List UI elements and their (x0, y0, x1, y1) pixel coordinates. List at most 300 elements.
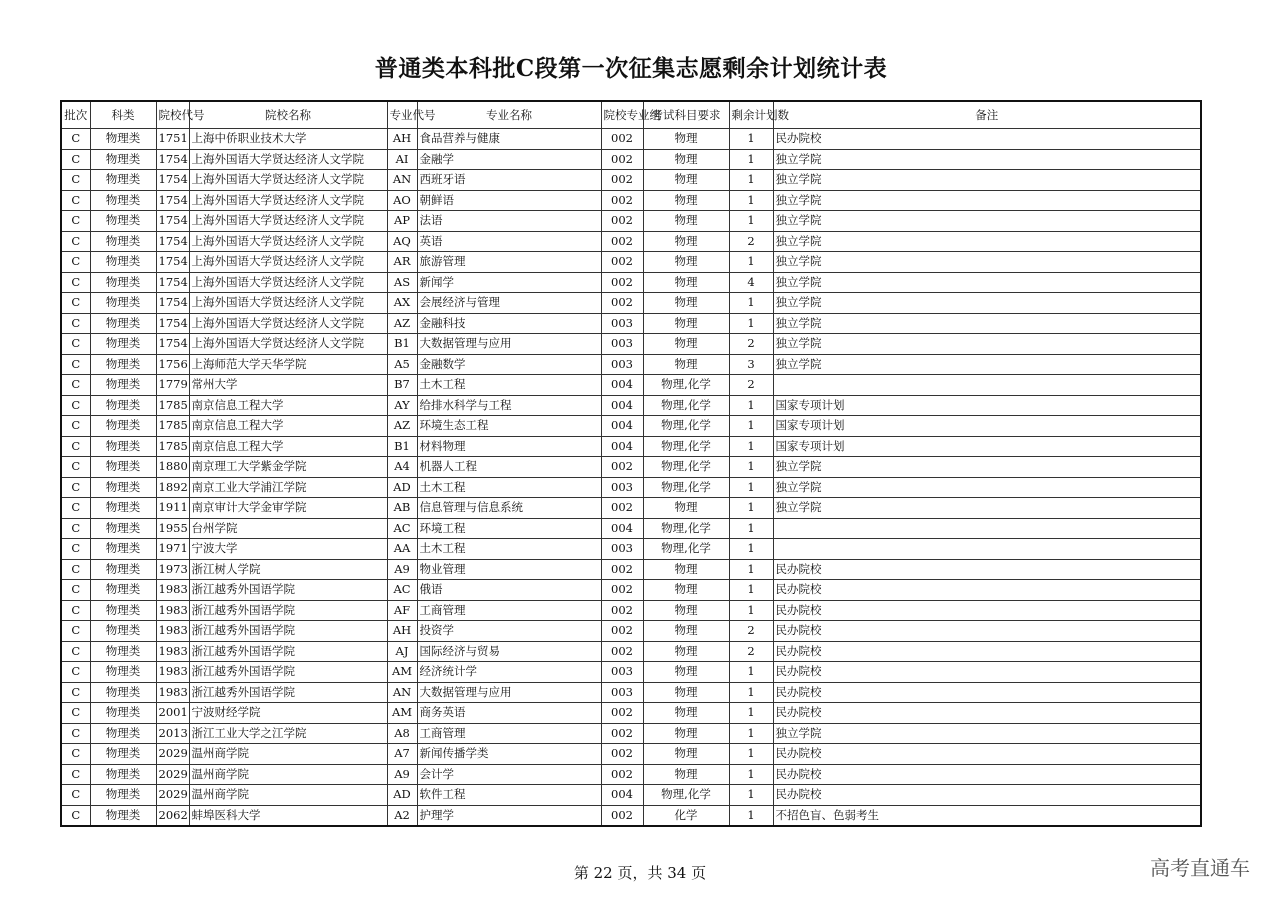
table-row (61, 272, 1201, 293)
cell-remaining: 1 (729, 498, 773, 519)
cell-major-code: B7 (387, 375, 417, 396)
cell-category: 物理类 (90, 641, 156, 662)
cell-school-code: 1785 (156, 436, 189, 457)
cell-batch: C (61, 723, 90, 744)
cell-school-name: 上海外国语大学贤达经济人文学院 (189, 334, 387, 355)
cell-remaining: 1 (729, 211, 773, 232)
cell-remaining: 1 (729, 129, 773, 150)
cell-major-code: AF (387, 600, 417, 621)
cell-major-name: 土木工程 (417, 539, 601, 560)
cell-subjects: 物理 (643, 272, 729, 293)
table-row (61, 662, 1201, 683)
cell-major-code: AR (387, 252, 417, 273)
cell-subjects: 物理 (643, 703, 729, 724)
cell-subjects: 物理 (643, 744, 729, 765)
cell-category: 物理类 (90, 252, 156, 273)
cell-school-code: 2013 (156, 723, 189, 744)
cell-note: 国家专项计划 (773, 416, 1201, 437)
cell-remaining: 4 (729, 272, 773, 293)
cell-group: 003 (601, 313, 643, 334)
cell-batch: C (61, 580, 90, 601)
cell-group: 004 (601, 518, 643, 539)
cell-note: 民办院校 (773, 641, 1201, 662)
header-school-name: 院校名称 (189, 101, 387, 129)
cell-note: 民办院校 (773, 129, 1201, 150)
cell-school-code: 1911 (156, 498, 189, 519)
cell-note (773, 375, 1201, 396)
cell-school-name: 南京信息工程大学 (189, 416, 387, 437)
cell-major-name: 环境工程 (417, 518, 601, 539)
cell-major-name: 西班牙语 (417, 170, 601, 191)
cell-category: 物理类 (90, 621, 156, 642)
table-row (61, 149, 1201, 170)
cell-note: 民办院校 (773, 682, 1201, 703)
cell-note: 独立学院 (773, 477, 1201, 498)
table-row (61, 170, 1201, 191)
cell-school-name: 浙江越秀外国语学院 (189, 621, 387, 642)
cell-group: 004 (601, 375, 643, 396)
cell-major-name: 护理学 (417, 805, 601, 826)
cell-major-name: 会计学 (417, 764, 601, 785)
cell-category: 物理类 (90, 293, 156, 314)
cell-school-code: 2001 (156, 703, 189, 724)
cell-school-code: 2029 (156, 764, 189, 785)
cell-batch: C (61, 682, 90, 703)
cell-subjects: 物理 (643, 621, 729, 642)
cell-note (773, 539, 1201, 560)
cell-school-name: 上海外国语大学贤达经济人文学院 (189, 293, 387, 314)
cell-category: 物理类 (90, 518, 156, 539)
cell-school-code: 1751 (156, 129, 189, 150)
table-row (61, 539, 1201, 560)
cell-remaining: 1 (729, 313, 773, 334)
cell-subjects: 物理,化学 (643, 457, 729, 478)
cell-major-name: 俄语 (417, 580, 601, 601)
cell-major-name: 朝鲜语 (417, 190, 601, 211)
cell-remaining: 1 (729, 744, 773, 765)
cell-major-name: 软件工程 (417, 785, 601, 806)
cell-major-name: 工商管理 (417, 600, 601, 621)
cell-group: 003 (601, 539, 643, 560)
cell-note: 独立学院 (773, 723, 1201, 744)
cell-subjects: 物理 (643, 293, 729, 314)
cell-major-name: 环境生态工程 (417, 416, 601, 437)
cell-remaining: 1 (729, 170, 773, 191)
cell-category: 物理类 (90, 354, 156, 375)
table-row (61, 129, 1201, 150)
cell-category: 物理类 (90, 559, 156, 580)
cell-school-name: 浙江越秀外国语学院 (189, 682, 387, 703)
cell-subjects: 物理 (643, 170, 729, 191)
cell-batch: C (61, 764, 90, 785)
cell-remaining: 3 (729, 354, 773, 375)
cell-category: 物理类 (90, 416, 156, 437)
cell-school-code: 1955 (156, 518, 189, 539)
cell-batch: C (61, 334, 90, 355)
cell-group: 002 (601, 621, 643, 642)
cell-school-name: 南京工业大学浦江学院 (189, 477, 387, 498)
cell-school-code: 1754 (156, 190, 189, 211)
cell-subjects: 物理 (643, 313, 729, 334)
cell-batch: C (61, 272, 90, 293)
watermark: 高考直通车 (1150, 856, 1250, 880)
cell-batch: C (61, 231, 90, 252)
cell-major-code: AX (387, 293, 417, 314)
cell-major-name: 会展经济与管理 (417, 293, 601, 314)
cell-category: 物理类 (90, 498, 156, 519)
cell-group: 004 (601, 395, 643, 416)
cell-remaining: 1 (729, 723, 773, 744)
cell-school-name: 宁波财经学院 (189, 703, 387, 724)
cell-major-code: AY (387, 395, 417, 416)
cell-remaining: 2 (729, 334, 773, 355)
cell-batch: C (61, 375, 90, 396)
cell-subjects: 物理,化学 (643, 436, 729, 457)
header-note: 备注 (773, 101, 1201, 129)
cell-batch: C (61, 641, 90, 662)
cell-batch: C (61, 354, 90, 375)
cell-school-name: 温州商学院 (189, 785, 387, 806)
cell-school-name: 南京信息工程大学 (189, 436, 387, 457)
cell-major-name: 土木工程 (417, 477, 601, 498)
cell-group: 003 (601, 334, 643, 355)
cell-subjects: 物理,化学 (643, 416, 729, 437)
table-row (61, 416, 1201, 437)
cell-subjects: 物理,化学 (643, 375, 729, 396)
cell-group: 002 (601, 170, 643, 191)
cell-subjects: 物理 (643, 764, 729, 785)
cell-category: 物理类 (90, 375, 156, 396)
cell-note: 国家专项计划 (773, 436, 1201, 457)
cell-remaining: 1 (729, 805, 773, 826)
cell-remaining: 1 (729, 662, 773, 683)
cell-school-code: 1880 (156, 457, 189, 478)
table-row (61, 785, 1201, 806)
cell-batch: C (61, 662, 90, 683)
cell-batch: C (61, 416, 90, 437)
cell-remaining: 1 (729, 580, 773, 601)
cell-category: 物理类 (90, 805, 156, 826)
cell-batch: C (61, 539, 90, 560)
cell-school-name: 上海外国语大学贤达经济人文学院 (189, 211, 387, 232)
cell-major-name: 工商管理 (417, 723, 601, 744)
cell-school-code: 1983 (156, 641, 189, 662)
cell-major-code: AN (387, 682, 417, 703)
cell-major-code: AZ (387, 416, 417, 437)
cell-school-code: 1754 (156, 313, 189, 334)
cell-remaining: 1 (729, 764, 773, 785)
cell-subjects: 物理 (643, 149, 729, 170)
cell-note: 独立学院 (773, 457, 1201, 478)
cell-subjects: 物理,化学 (643, 539, 729, 560)
cell-school-name: 南京信息工程大学 (189, 395, 387, 416)
cell-category: 物理类 (90, 457, 156, 478)
cell-category: 物理类 (90, 211, 156, 232)
cell-category: 物理类 (90, 723, 156, 744)
cell-category: 物理类 (90, 580, 156, 601)
cell-major-code: AH (387, 129, 417, 150)
cell-school-code: 1754 (156, 272, 189, 293)
cell-major-code: AJ (387, 641, 417, 662)
table-header-row (61, 101, 1201, 129)
cell-school-name: 常州大学 (189, 375, 387, 396)
page-number: 第 22 页，共 34 页 (573, 864, 707, 882)
cell-remaining: 1 (729, 395, 773, 416)
cell-major-name: 物业管理 (417, 559, 601, 580)
cell-group: 002 (601, 600, 643, 621)
cell-major-name: 国际经济与贸易 (417, 641, 601, 662)
header-subjects: 考试科目要求 (643, 101, 729, 129)
cell-category: 物理类 (90, 744, 156, 765)
cell-major-code: A9 (387, 764, 417, 785)
cell-group: 002 (601, 211, 643, 232)
cell-major-name: 机器人工程 (417, 457, 601, 478)
cell-major-name: 金融数学 (417, 354, 601, 375)
cell-school-name: 南京审计大学金审学院 (189, 498, 387, 519)
cell-subjects: 物理 (643, 600, 729, 621)
cell-batch: C (61, 436, 90, 457)
cell-remaining: 1 (729, 457, 773, 478)
cell-remaining: 2 (729, 641, 773, 662)
cell-major-code: AA (387, 539, 417, 560)
cell-note: 独立学院 (773, 293, 1201, 314)
cell-major-name: 大数据管理与应用 (417, 682, 601, 703)
table-row (61, 436, 1201, 457)
cell-group: 002 (601, 744, 643, 765)
cell-school-code: 1754 (156, 211, 189, 232)
cell-note: 独立学院 (773, 252, 1201, 273)
cell-major-name: 给排水科学与工程 (417, 395, 601, 416)
cell-major-code: AC (387, 518, 417, 539)
cell-batch: C (61, 190, 90, 211)
table-row (61, 682, 1201, 703)
cell-group: 002 (601, 723, 643, 744)
cell-major-name: 商务英语 (417, 703, 601, 724)
cell-category: 物理类 (90, 477, 156, 498)
table-row (61, 231, 1201, 252)
cell-school-code: 1754 (156, 252, 189, 273)
cell-school-name: 上海外国语大学贤达经济人文学院 (189, 252, 387, 273)
cell-subjects: 物理,化学 (643, 477, 729, 498)
cell-major-name: 金融学 (417, 149, 601, 170)
cell-category: 物理类 (90, 662, 156, 683)
cell-batch: C (61, 170, 90, 191)
cell-category: 物理类 (90, 129, 156, 150)
table-row (61, 703, 1201, 724)
cell-note: 独立学院 (773, 149, 1201, 170)
cell-school-name: 上海外国语大学贤达经济人文学院 (189, 313, 387, 334)
cell-category: 物理类 (90, 190, 156, 211)
cell-batch: C (61, 395, 90, 416)
cell-major-name: 经济统计学 (417, 662, 601, 683)
cell-note: 国家专项计划 (773, 395, 1201, 416)
cell-note: 民办院校 (773, 662, 1201, 683)
cell-major-name: 新闻学 (417, 272, 601, 293)
table-body (61, 129, 1201, 827)
cell-category: 物理类 (90, 785, 156, 806)
cell-group: 002 (601, 293, 643, 314)
cell-remaining: 1 (729, 682, 773, 703)
cell-group: 002 (601, 457, 643, 478)
cell-group: 002 (601, 498, 643, 519)
cell-group: 002 (601, 559, 643, 580)
cell-note: 民办院校 (773, 621, 1201, 642)
cell-note: 民办院校 (773, 764, 1201, 785)
cell-subjects: 物理,化学 (643, 395, 729, 416)
cell-batch: C (61, 744, 90, 765)
table-row (61, 641, 1201, 662)
cell-major-code: AZ (387, 313, 417, 334)
table-row (61, 334, 1201, 355)
cell-remaining: 1 (729, 477, 773, 498)
cell-category: 物理类 (90, 703, 156, 724)
cell-remaining: 1 (729, 539, 773, 560)
page-title: 普通类本科批C段第一次征集志愿剩余计划统计表 (374, 55, 888, 82)
cell-major-code: A8 (387, 723, 417, 744)
cell-major-name: 信息管理与信息系统 (417, 498, 601, 519)
cell-school-name: 浙江工业大学之江学院 (189, 723, 387, 744)
header-major-name: 专业名称 (417, 101, 601, 129)
cell-remaining: 1 (729, 785, 773, 806)
cell-remaining: 2 (729, 231, 773, 252)
cell-group: 002 (601, 703, 643, 724)
cell-note: 民办院校 (773, 580, 1201, 601)
cell-group: 003 (601, 354, 643, 375)
cell-major-code: A2 (387, 805, 417, 826)
cell-category: 物理类 (90, 272, 156, 293)
cell-remaining: 1 (729, 703, 773, 724)
cell-remaining: 1 (729, 149, 773, 170)
table-row (61, 313, 1201, 334)
cell-school-name: 上海外国语大学贤达经济人文学院 (189, 272, 387, 293)
cell-note: 独立学院 (773, 498, 1201, 519)
table-row (61, 600, 1201, 621)
cell-school-name: 浙江越秀外国语学院 (189, 580, 387, 601)
cell-major-code: AC (387, 580, 417, 601)
cell-major-code: A7 (387, 744, 417, 765)
cell-major-code: AD (387, 785, 417, 806)
cell-group: 002 (601, 580, 643, 601)
cell-group: 002 (601, 129, 643, 150)
cell-group: 004 (601, 436, 643, 457)
cell-subjects: 物理 (643, 723, 729, 744)
cell-school-code: 1754 (156, 170, 189, 191)
cell-school-code: 1971 (156, 539, 189, 560)
cell-school-name: 上海外国语大学贤达经济人文学院 (189, 149, 387, 170)
cell-subjects: 物理,化学 (643, 518, 729, 539)
cell-school-code: 1779 (156, 375, 189, 396)
cell-subjects: 化学 (643, 805, 729, 826)
cell-school-name: 蚌埠医科大学 (189, 805, 387, 826)
table-row (61, 723, 1201, 744)
cell-school-code: 1983 (156, 621, 189, 642)
cell-school-code: 1983 (156, 600, 189, 621)
cell-school-code: 1892 (156, 477, 189, 498)
cell-batch: C (61, 703, 90, 724)
header-remaining: 剩余计划数 (729, 101, 773, 129)
cell-school-code: 1983 (156, 580, 189, 601)
cell-school-code: 1754 (156, 334, 189, 355)
cell-school-name: 温州商学院 (189, 744, 387, 765)
cell-major-code: A9 (387, 559, 417, 580)
cell-category: 物理类 (90, 436, 156, 457)
cell-major-name: 金融科技 (417, 313, 601, 334)
cell-note: 独立学院 (773, 211, 1201, 232)
cell-category: 物理类 (90, 313, 156, 334)
cell-major-name: 法语 (417, 211, 601, 232)
cell-batch: C (61, 559, 90, 580)
cell-major-code: AQ (387, 231, 417, 252)
cell-category: 物理类 (90, 334, 156, 355)
cell-group: 002 (601, 149, 643, 170)
cell-category: 物理类 (90, 682, 156, 703)
table-row (61, 621, 1201, 642)
cell-subjects: 物理 (643, 129, 729, 150)
cell-school-name: 温州商学院 (189, 764, 387, 785)
cell-subjects: 物理 (643, 682, 729, 703)
cell-category: 物理类 (90, 600, 156, 621)
cell-school-code: 1754 (156, 149, 189, 170)
table-row (61, 518, 1201, 539)
table-row (61, 744, 1201, 765)
cell-remaining: 1 (729, 600, 773, 621)
cell-note: 独立学院 (773, 313, 1201, 334)
cell-major-code: AD (387, 477, 417, 498)
cell-school-code: 1754 (156, 293, 189, 314)
cell-remaining: 2 (729, 621, 773, 642)
header-school-code: 院校代号 (156, 101, 189, 129)
cell-group: 004 (601, 785, 643, 806)
cell-major-code: AM (387, 703, 417, 724)
table-row (61, 477, 1201, 498)
cell-school-name: 上海师范大学天华学院 (189, 354, 387, 375)
cell-school-name: 上海外国语大学贤达经济人文学院 (189, 231, 387, 252)
plan-table (60, 100, 1202, 827)
cell-remaining: 2 (729, 375, 773, 396)
cell-school-name: 南京理工大学紫金学院 (189, 457, 387, 478)
cell-school-name: 上海外国语大学贤达经济人文学院 (189, 190, 387, 211)
table-row (61, 252, 1201, 273)
cell-remaining: 1 (729, 559, 773, 580)
cell-major-name: 投资学 (417, 621, 601, 642)
cell-major-name: 材料物理 (417, 436, 601, 457)
cell-batch: C (61, 621, 90, 642)
cell-subjects: 物理 (643, 662, 729, 683)
cell-subjects: 物理 (643, 354, 729, 375)
cell-note: 独立学院 (773, 190, 1201, 211)
table-row (61, 805, 1201, 826)
cell-batch: C (61, 600, 90, 621)
cell-school-name: 浙江树人学院 (189, 559, 387, 580)
cell-remaining: 1 (729, 252, 773, 273)
table-row (61, 395, 1201, 416)
cell-batch: C (61, 129, 90, 150)
cell-group: 003 (601, 682, 643, 703)
cell-category: 物理类 (90, 395, 156, 416)
cell-group: 002 (601, 805, 643, 826)
cell-school-code: 2029 (156, 785, 189, 806)
cell-note: 民办院校 (773, 785, 1201, 806)
cell-major-code: AP (387, 211, 417, 232)
table-row (61, 293, 1201, 314)
cell-school-code: 1785 (156, 395, 189, 416)
cell-remaining: 1 (729, 436, 773, 457)
cell-batch: C (61, 498, 90, 519)
cell-major-code: AH (387, 621, 417, 642)
cell-major-code: B1 (387, 436, 417, 457)
cell-note: 民办院校 (773, 559, 1201, 580)
cell-major-name: 新闻传播学类 (417, 744, 601, 765)
